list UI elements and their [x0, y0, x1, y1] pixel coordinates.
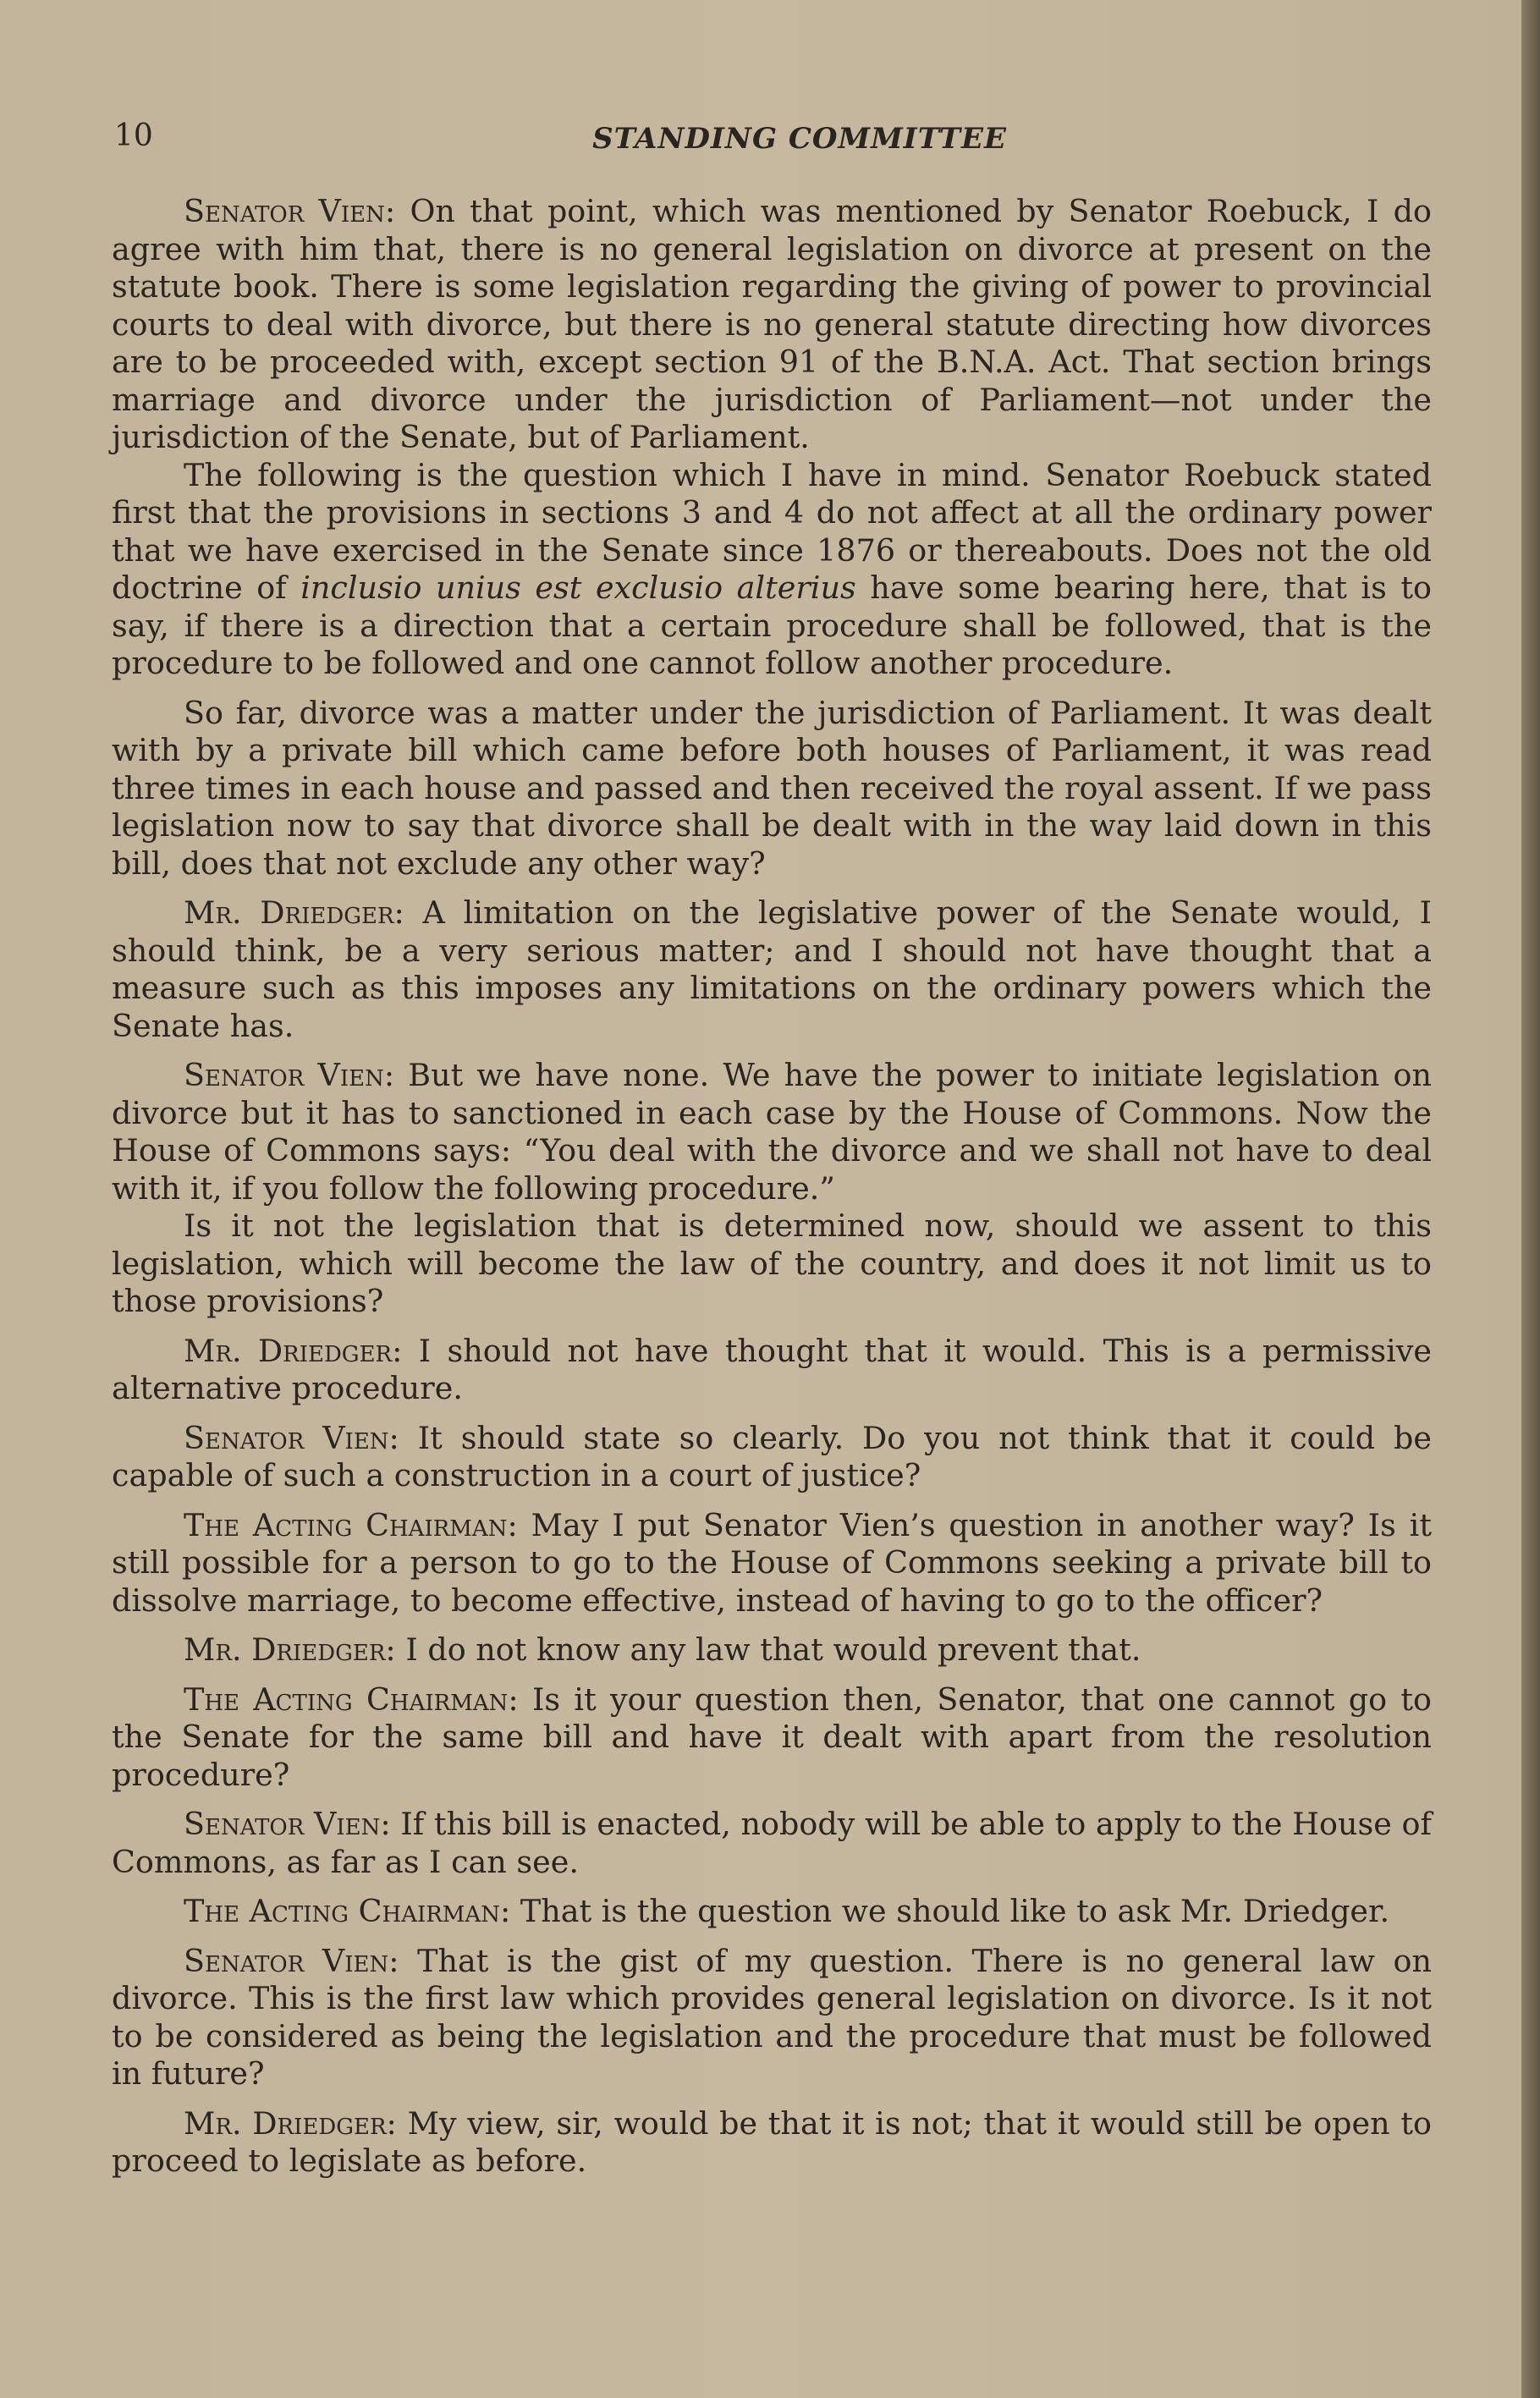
- paragraph: [112, 457, 1432, 683]
- paragraph-text: So far, divorce was a matter under the jurisdiction of Parliament. It was dealt with by a private bill which came before both houses of Parliament, it was read three times in each house and passed and then received the royal assent. If we pass legislation now to say that divorce shall be dealt with in the way laid down in this bill, does that not exclude any other way?: [112, 694, 1432, 882]
- book-spine-edge: [1521, 0, 1540, 2398]
- speaker-name: Mr. Driedger:: [184, 894, 404, 931]
- running-title: STANDING COMMITTEE: [592, 122, 1007, 156]
- paragraph-text: Is it not the legislation that is determined now, should we assent to this legislation, which will become the law of the country, and does it not limit us to those provisions?: [112, 1207, 1432, 1319]
- speaker-name: Mr. Driedger:: [184, 2104, 397, 2142]
- paragraph-text: I should not have thought that it would. This is a permissive alternative procedure.: [112, 1332, 1432, 1406]
- paragraph-text: But we have none. We have the power to initiate legislation on divorce but it has to sanctioned in each case by the House of Commons. Now the House of Commons says: “You deal with the divorce and we shall not have to deal with it, if you follow the following procedure.”: [112, 1057, 1432, 1207]
- speaker-name: Senator Vien:: [184, 1419, 399, 1456]
- paragraph-text: If this bill is enacted, nobody will be able to apply to the House of Commons, as far as I can see.: [112, 1806, 1432, 1880]
- speaker-name: Mr. Driedger:: [184, 1332, 403, 1369]
- paragraph: [112, 2105, 1432, 2181]
- paragraph-text: A limitation on the legislative power of the Senate would, I should think, be a very serious matter; and I should not have thought that a measure such as this imposes any limitations on the ordinary powers which the Senate has.: [112, 894, 1433, 1044]
- paragraph: [112, 1893, 1432, 1931]
- speaker-name: Senator Vien:: [184, 193, 396, 229]
- latin-phrase: inclusio unius est exclusio alterius: [300, 569, 856, 606]
- paragraph-text: I do not know any law that would prevent that.: [395, 1631, 1141, 1668]
- paragraph-text: That is the gist of my question. There is no general law on divorce. This is the first law which provides general legislation on divorce. Is it not to be considered as being the legislation and the procedure that must be followed in future?: [112, 1942, 1432, 2092]
- paragraph: [112, 1057, 1432, 1207]
- speaker-name: Senator Vien:: [184, 1942, 399, 1979]
- paragraph: [112, 1507, 1432, 1620]
- paragraph: [112, 1420, 1432, 1495]
- paragraph: [112, 1207, 1432, 1321]
- speaker-name: The Acting Chairman:: [184, 1893, 511, 1929]
- paragraph: [112, 1333, 1432, 1408]
- paragraph-text: That is the question we should like to ask Mr. Driedger.: [510, 1893, 1390, 1929]
- paragraph-text: have some bearing here, that is to say, if there is a direction that a certain procedure shall be followed, that is the procedure to be followed and one cannot follow another procedure.: [112, 569, 1432, 681]
- paragraph-text: The following is the question which I have in mind. Senator Roebuck stated first that the provisions in sections 3 and 4 do not affect at all the ordinary power that we have exercised in the Senate since 1876 or thereabouts. Does not the old doctrine of: [112, 456, 1432, 606]
- page-number: 10: [114, 118, 153, 153]
- paragraph: [112, 1806, 1432, 1881]
- transcript-body: [112, 193, 1432, 2181]
- paragraph: [112, 1681, 1432, 1795]
- paragraph-text: Is it your question then, Senator, that one cannot go to the Senate for the same bill and have it dealt with apart from the resolution procedure?: [112, 1680, 1432, 1793]
- paragraph-text: It should state so clearly. Do you not think that it could be capable of such a construction in a court of justice?: [112, 1419, 1432, 1493]
- speaker-name: The Acting Chairman:: [184, 1680, 519, 1718]
- page-header: [114, 118, 1434, 161]
- speaker-name: Senator Vien:: [184, 1806, 391, 1842]
- paragraph: [112, 894, 1432, 1045]
- speaker-name: Senator Vien:: [184, 1057, 395, 1093]
- speaker-name: The Acting Chairman:: [184, 1506, 518, 1543]
- speaker-name: Mr. Driedger:: [184, 1631, 396, 1668]
- paragraph: [112, 1631, 1432, 1669]
- paragraph-text: On that point, which was mentioned by Senator Roebuck, I do agree with him that, there is no general legislation on divorce at present on the statute book. There is some legislation regarding the giving of power to provincial courts to deal with divorce, but there is no general statute directing how divorces are to be proceeded with, except section 91 of the B.N.A. Act. That section brings marriage and divorce under the jurisdiction of Parliament—not under the jurisdiction of the Senate, but of Parliament.: [112, 193, 1432, 455]
- paragraph: [112, 695, 1432, 883]
- paragraph: [112, 193, 1432, 457]
- paragraph-text: May I put Senator Vien’s question in another way? Is it still possible for a person to go to the House of Commons seeking a private bill to dissolve marriage, to become effective, instead of having to go to the officer?: [112, 1506, 1432, 1619]
- paragraph: [112, 1943, 1432, 2093]
- paragraph-text: My view, sir, would be that it is not; that it would still be open to proceed to legislate as before.: [112, 2104, 1432, 2179]
